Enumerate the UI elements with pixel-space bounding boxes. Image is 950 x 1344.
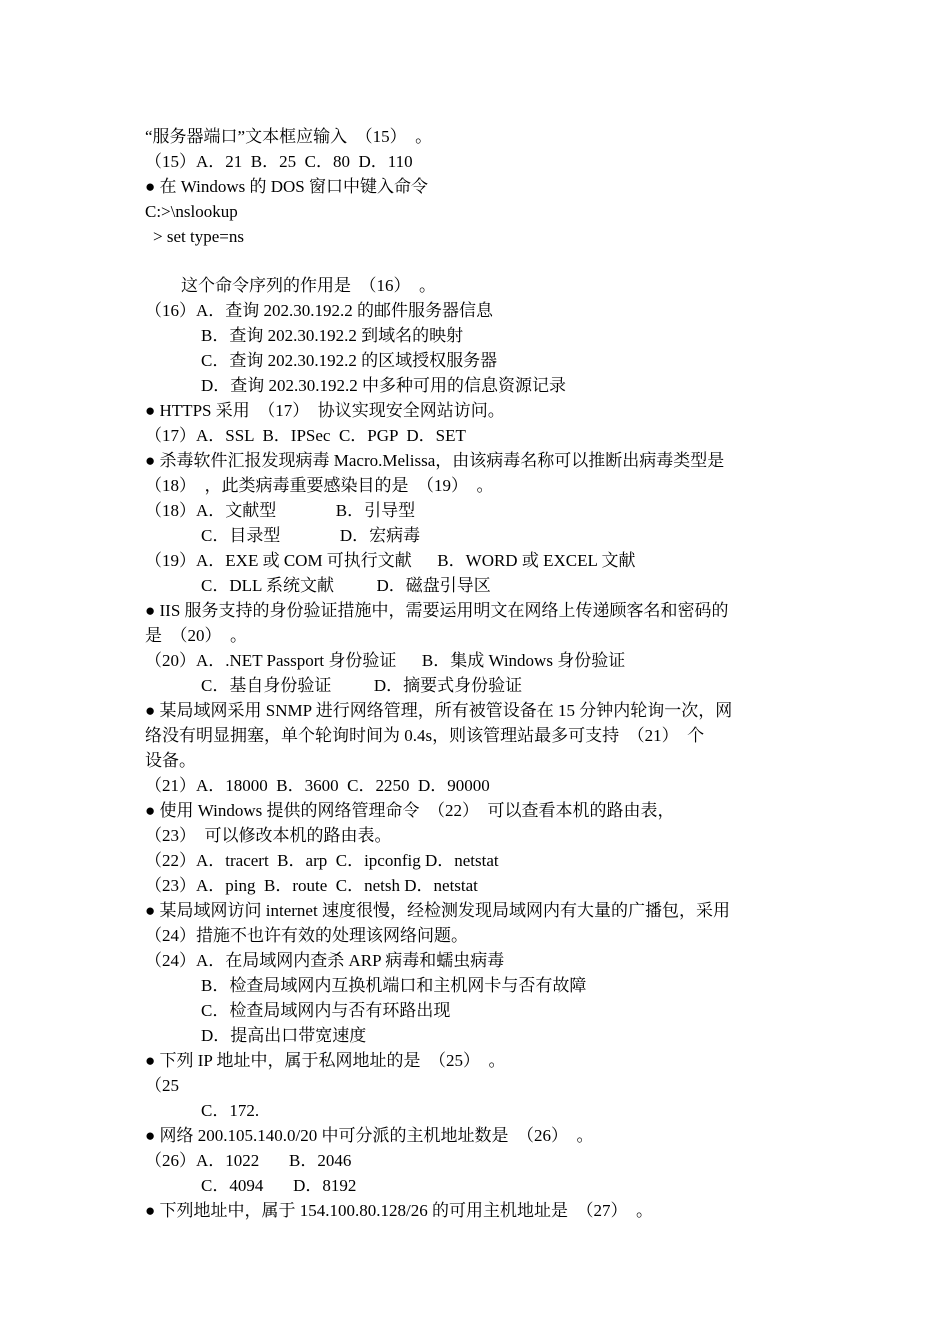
option-line: （24）A．在局域网内查杀 ARP 病毒和蠕虫病毒 (145, 951, 505, 970)
option-line: C．查询 202.30.192.2 的区域授权服务器 (201, 351, 498, 370)
question-text: 络没有明显拥塞，单个轮询时间为 0.4s，则该管理站最多可支持 （21） 个 (145, 726, 705, 745)
option-line: （20）A．.NET Passport 身份验证 B．集成 Windows 身份验证 (145, 651, 626, 670)
option-line: D．查询 202.30.192.2 中多种可用的信息资源记录 (201, 376, 567, 395)
options-17: （17）A．SSL B．IPSec C．PGP D．SET (145, 426, 466, 445)
option-line: （18）A．文献型 B．引导型 (145, 501, 416, 520)
option-line: C．目录型 D．宏病毒 (201, 526, 421, 545)
question-text: ● HTTPS 采用 （17） 协议实现安全网站访问。 (145, 401, 505, 420)
question-text: ● 某局域网采用 SNMP 进行网络管理，所有被管设备在 15 分钟内轮询一次，网 (145, 701, 733, 720)
option-line: C．172. (201, 1101, 260, 1120)
option-line: （19）A．EXE 或 COM 可执行文献 B．WORD 或 EXCEL 文献 (145, 551, 636, 570)
question-text: （18） ，此类病毒重要感染目的是 （19） 。 (145, 476, 494, 495)
question-intro: ● 在 Windows 的 DOS 窗口中键入命令 (145, 177, 429, 196)
command-line: > set type=ns (153, 227, 244, 246)
question-text: 是 （20） 。 (145, 626, 247, 645)
option-line: D．提高出口带宽速度 (201, 1026, 367, 1045)
question-text: ● 下列 IP 地址中，属于私网地址的是 （25） 。 (145, 1051, 506, 1070)
question-text: 这个命令序列的作用是 （16） 。 (181, 276, 436, 295)
text-line: “服务器端口”文本框应输入 （15） 。 (145, 127, 433, 146)
option-line: C．4094 D．8192 (201, 1176, 357, 1195)
question-text: ● 杀毒软件汇报发现病毒 Macro.Melissa，由该病毒名称可以推断出病毒类型是 (145, 451, 725, 470)
question-text: 设备。 (145, 751, 196, 770)
option-line: （16）A．查询 202.30.192.2 的邮件服务器信息 (145, 301, 494, 320)
option-line: （26）A．1022 B．2046 (145, 1151, 352, 1170)
options-21: （21）A．18000 B．3600 C．2250 D．90000 (145, 776, 490, 795)
options-23: （23）A．ping B．route C．netsh D．netstat (145, 876, 478, 895)
command-line: C:>\nslookup (145, 202, 238, 221)
options-22: （22）A．tracert B．arp C．ipconfig D．netstat (145, 851, 499, 870)
question-text: ● 某局域网访问 internet 速度很慢，经检测发现局域网内有大量的广播包，采用 (145, 901, 730, 920)
option-line: B．查询 202.30.192.2 到域名的映射 (201, 326, 464, 345)
option-line: C．基自身份验证 D．摘要式身份验证 (201, 676, 523, 695)
option-line: C．检查局域网内与否有环路出现 (201, 1001, 451, 1020)
question-text: ● 网络 200.105.140.0/20 中可分派的主机地址数是 （26） 。 (145, 1126, 594, 1145)
option-line: B．检查局域网内互换机端口和主机网卡与否有故障 (201, 976, 587, 995)
option-line: （25 (145, 1076, 179, 1095)
question-text: ● IIS 服务支持的身份验证措施中，需要运用明文在网络上传递顾客名和密码的 (145, 601, 729, 620)
option-line: C．DLL 系统文献 D．磁盘引导区 (201, 576, 491, 595)
question-text: （24）措施不也许有效的处理该网络问题。 (145, 926, 468, 945)
question-text: （23） 可以修改本机的路由表。 (145, 826, 392, 845)
question-text: ● 下列地址中，属于 154.100.80.128/26 的可用主机地址是 （27） 。 (145, 1201, 653, 1220)
question-text: ● 使用 Windows 提供的网络管理命令 （22） 可以查看本机的路由表， (145, 801, 675, 820)
options-15: （15）A．21 B．25 C．80 D．110 (145, 152, 413, 171)
